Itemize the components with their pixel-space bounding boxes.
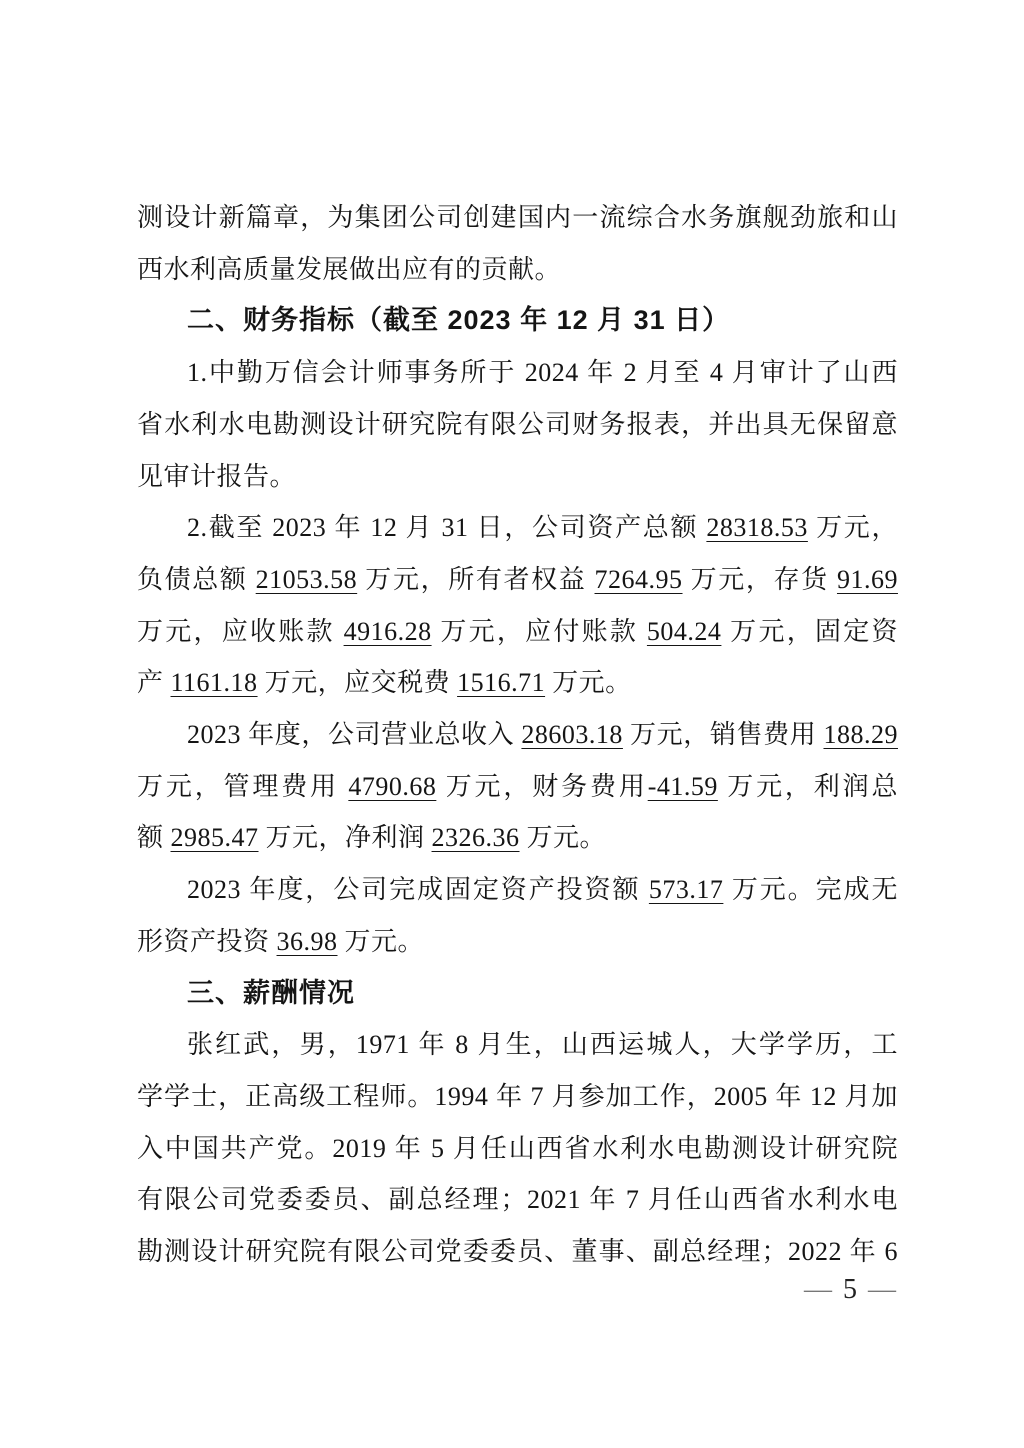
doc-line xyxy=(137,812,898,864)
doc-line xyxy=(137,502,898,554)
text-segment: 万元，所有者权益 xyxy=(357,564,595,594)
text-segment: 产 xyxy=(137,668,171,698)
doc-line xyxy=(137,244,898,296)
text-segment: 万元。 xyxy=(337,926,425,956)
text-segment: 勘测设计研究院有限公司党委委员、董事、副总经理；2022 年 6 xyxy=(137,1237,898,1267)
doc-line xyxy=(137,1123,898,1175)
text-segment: 2.截至 2023 年 12 月 31 日，公司资产总额 xyxy=(187,513,707,543)
underlined-value: 1161.18 xyxy=(170,668,258,698)
text-segment: 2023 年度，公司完成固定资产投资额 xyxy=(187,875,649,905)
text-segment: 万元。完成无 xyxy=(723,875,898,905)
underlined-value: 504.24 xyxy=(646,616,722,646)
doc-line xyxy=(137,1071,898,1123)
doc-line xyxy=(137,399,898,451)
text-segment: 入中国共产党。2019 年 5 月任山西省水利水电勘测设计研究院 xyxy=(137,1133,898,1163)
page-number-dash-left: — xyxy=(804,1274,833,1305)
text-segment: 测设计新篇章，为集团公司创建国内一流综合水务旗舰劲旅和山 xyxy=(137,203,898,232)
doc-line xyxy=(137,1019,898,1071)
text-segment: 见审计报告。 xyxy=(137,461,297,491)
text-segment: 万元。 xyxy=(545,668,632,698)
text-segment: 省水利水电勘测设计研究院有限公司财务报表，并出具无保留意 xyxy=(137,409,898,439)
doc-line xyxy=(137,192,898,244)
doc-line xyxy=(137,554,898,606)
page-number-dash-right: — xyxy=(868,1274,897,1305)
heading-text: 三、薪酬情况 xyxy=(187,977,355,1008)
doc-line xyxy=(137,1226,898,1278)
section-heading-compensation xyxy=(137,968,898,1020)
text-segment: 形资产投资 xyxy=(137,926,277,956)
text-segment: 万元，销售费用 xyxy=(622,720,824,750)
underlined-value: 91.69 xyxy=(836,564,898,594)
text-segment: 学学士，正高级工程师。1994 年 7 月参加工作，2005 年 12 月加 xyxy=(137,1081,898,1111)
text-segment: 额 xyxy=(137,823,171,853)
text-segment: 万元，净利润 xyxy=(258,823,432,853)
underlined-value: 21053.58 xyxy=(255,564,358,594)
doc-line xyxy=(137,864,898,916)
text-segment: 有限公司党委委员、副总经理；2021 年 7 月任山西省水利水电 xyxy=(137,1185,898,1215)
text-segment: 1.中勤万信会计师事务所于 2024 年 2 月至 4 月审计了山西 xyxy=(187,358,898,388)
doc-line xyxy=(137,916,898,968)
doc-line xyxy=(137,451,898,503)
doc-line xyxy=(137,709,898,761)
underlined-value: 188.29 xyxy=(823,720,898,750)
doc-line xyxy=(137,657,898,709)
underlined-value: 7264.95 xyxy=(594,564,683,594)
text-segment: 万元，应收账款 xyxy=(137,616,344,646)
doc-line xyxy=(137,761,898,813)
text-segment: 2023 年度，公司营业总收入 xyxy=(187,720,522,750)
underlined-value: 573.17 xyxy=(648,875,724,905)
underlined-value: 2326.36 xyxy=(431,823,520,853)
underlined-value: 28603.18 xyxy=(521,720,623,750)
underlined-value: 1516.71 xyxy=(457,668,546,698)
text-segment: 万元，固定资 xyxy=(721,616,898,646)
doc-line xyxy=(137,1174,898,1226)
underlined-value: 28318.53 xyxy=(706,513,808,543)
section-heading-financial-indicators xyxy=(137,295,898,347)
text-segment: 万元。 xyxy=(519,823,607,853)
page-number xyxy=(804,1274,897,1306)
heading-text: 二、财务指标（截至 2023 年 12 月 31 日） xyxy=(187,305,731,336)
underlined-value: 36.98 xyxy=(276,926,338,956)
doc-line xyxy=(137,347,898,399)
underlined-value: 4916.28 xyxy=(343,616,432,646)
doc-line xyxy=(137,606,898,658)
underlined-value: 4790.68 xyxy=(348,771,437,801)
text-segment: 万元， xyxy=(807,513,898,543)
text-segment: 万元，存货 xyxy=(682,564,837,594)
text-segment: 万元，应交税费 xyxy=(257,668,458,698)
text-segment: 万元，利润总 xyxy=(717,771,898,801)
text-segment: 万元，管理费用 xyxy=(137,771,349,801)
page-number-value: 5 xyxy=(843,1274,858,1305)
text-segment: 张红武，男，1971 年 8 月生，山西运城人，大学学历，工 xyxy=(187,1030,898,1060)
text-segment: 万元，应付账款 xyxy=(431,616,647,646)
underlined-value: -41.59 xyxy=(647,771,718,801)
text-segment: 西水利高质量发展做出应有的贡献。 xyxy=(137,254,562,284)
text-segment: 负债总额 xyxy=(137,564,256,594)
underlined-value: 2985.47 xyxy=(170,823,259,853)
text-segment: 万元，财务费用 xyxy=(436,771,648,801)
document-body xyxy=(137,192,898,1278)
